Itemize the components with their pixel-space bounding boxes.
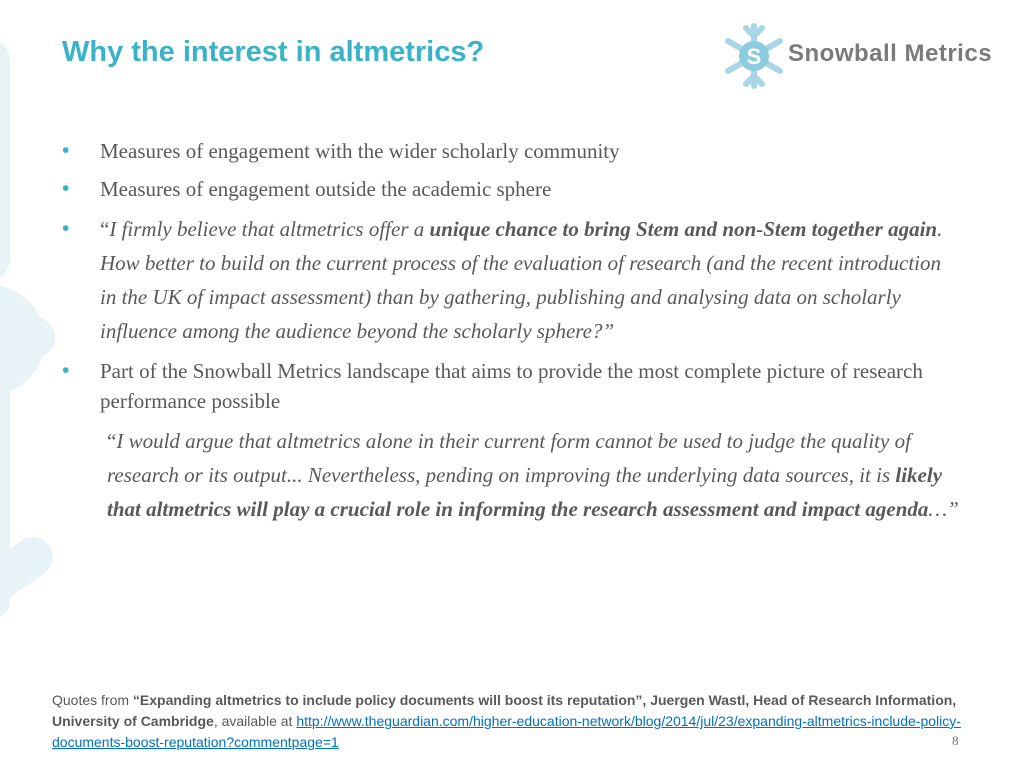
snowflake-s-logo-icon (722, 22, 786, 90)
snowball-metrics-logo (722, 22, 1012, 90)
bullet-dot: • (62, 177, 70, 200)
subquote-close: …” (928, 497, 959, 521)
source-link[interactable]: http://www.theguardian.com/higher-education-network/blog/2014/jul/23/expanding-altmetrics-include-policy-documents-boost-reputation?commentpage=1 (52, 713, 961, 750)
slide-body (62, 136, 962, 526)
subquote-text: I would argue that altmetrics alone in their current form cannot be used to judge the quality of research or its output... Nevertheless, pending on improving the underlying data sources, it is (107, 429, 911, 487)
bullet-item (62, 356, 962, 416)
footnote-prefix: Quotes from (52, 692, 133, 708)
quote-text-continued: . How better to build on the current process of the evaluation of research (and the recent introduction in the UK of impact assessment) than by gathering, publishing and analysing data on scholarly influence among the audience beyond the scholarly sphere?” (100, 217, 943, 343)
subquote-emphasis: likely that altmetrics will play a crucial role in informing the research assessment and impact agenda (107, 463, 943, 521)
bullet-text: Part of the Snowball Metrics landscape that aims to provide the most complete picture of research performance possible (100, 359, 923, 413)
bullet-text: Measures of engagement outside the academic sphere (100, 177, 552, 201)
quote-emphasis: unique chance to bring Stem and non-Stem together again (429, 217, 938, 241)
sub-quote (107, 424, 967, 526)
bullet-item (62, 136, 962, 166)
bullet-quote-item (62, 212, 962, 348)
logo-wordmark: Snowball Metrics (788, 40, 993, 67)
slide-title: Why the interest in altmetrics? (62, 36, 485, 68)
quote-open-mark: “ (100, 217, 110, 241)
bullet-dot: • (62, 217, 70, 240)
svg-text:S: S (746, 44, 762, 69)
subquote-open-mark: “ (107, 429, 117, 453)
bullet-dot: • (62, 139, 70, 162)
source-footnote (52, 690, 982, 753)
quote-text: I firmly believe that altmetrics offer a (109, 217, 430, 241)
bullet-item (62, 174, 962, 204)
footnote-citation: “Expanding altmetrics to include policy documents will boost its reputation”, Juergen Wastl, Head of Research Information, University of Cambridge (52, 692, 957, 729)
bullet-text: Measures of engagement with the wider scholarly community (100, 139, 620, 163)
footnote-available: , available at (213, 713, 297, 729)
page-number: 8 (952, 733, 959, 748)
bullet-dot: • (62, 359, 70, 382)
